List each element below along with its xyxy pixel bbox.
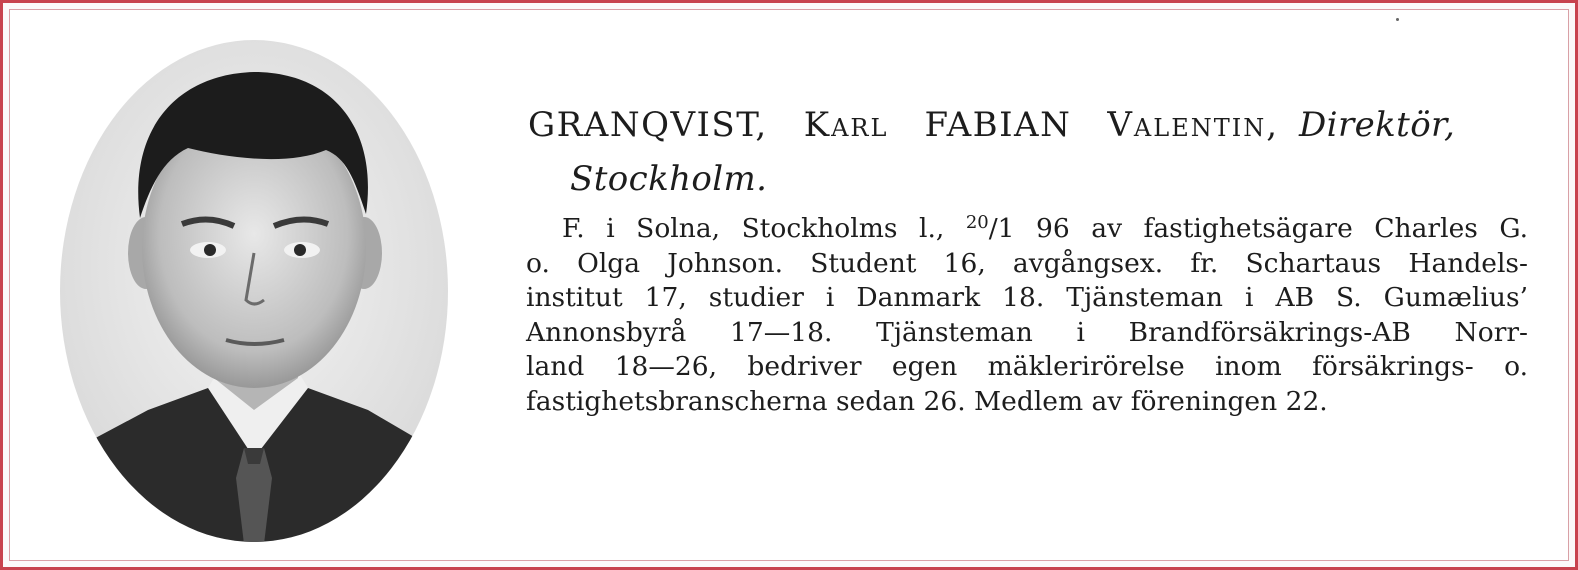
biography-text <box>526 206 1536 419</box>
birth-date-month: 1 <box>997 213 1015 244</box>
entry-given-last: Valentin, <box>1107 105 1280 145</box>
entry-title: Direktör, <box>1299 105 1456 145</box>
portrait-photo <box>58 38 450 544</box>
biography-line-3: institut 17, studier i Danmark 18. Tjänsteman i AB S. Gumælius’ <box>526 282 1528 313</box>
biography-line-6: fastighetsbranscherna sedan 26. Medlem av föreningen 22. <box>526 385 1328 417</box>
entry-given-first: Karl <box>803 105 889 145</box>
biography-line-2: o. Olga Johnson. Student 16, avgångsex. fr. Schartaus Handels- <box>526 247 1528 279</box>
entry-heading <box>528 98 1538 206</box>
biography-line-1: F. i Solna, Stockholms l., $^{20}$/1 96 av fastighetsägare Charles G. <box>562 212 1529 244</box>
entry-surname: GRANQVIST, <box>528 105 768 145</box>
print-speck <box>1396 18 1399 21</box>
biography-line-4: Annonsbyrå 17—18. Tjänsteman i Brandförsäkrings-AB Norr- <box>526 316 1528 348</box>
entry-given-main: FABIAN <box>924 105 1072 145</box>
biography-line-5: land 18—26, bedriver egen mäklerirörelse inom försäkrings- o. <box>526 351 1528 382</box>
birth-date-day: 20 <box>965 212 989 233</box>
entry-place: Stockholm. <box>570 159 768 199</box>
